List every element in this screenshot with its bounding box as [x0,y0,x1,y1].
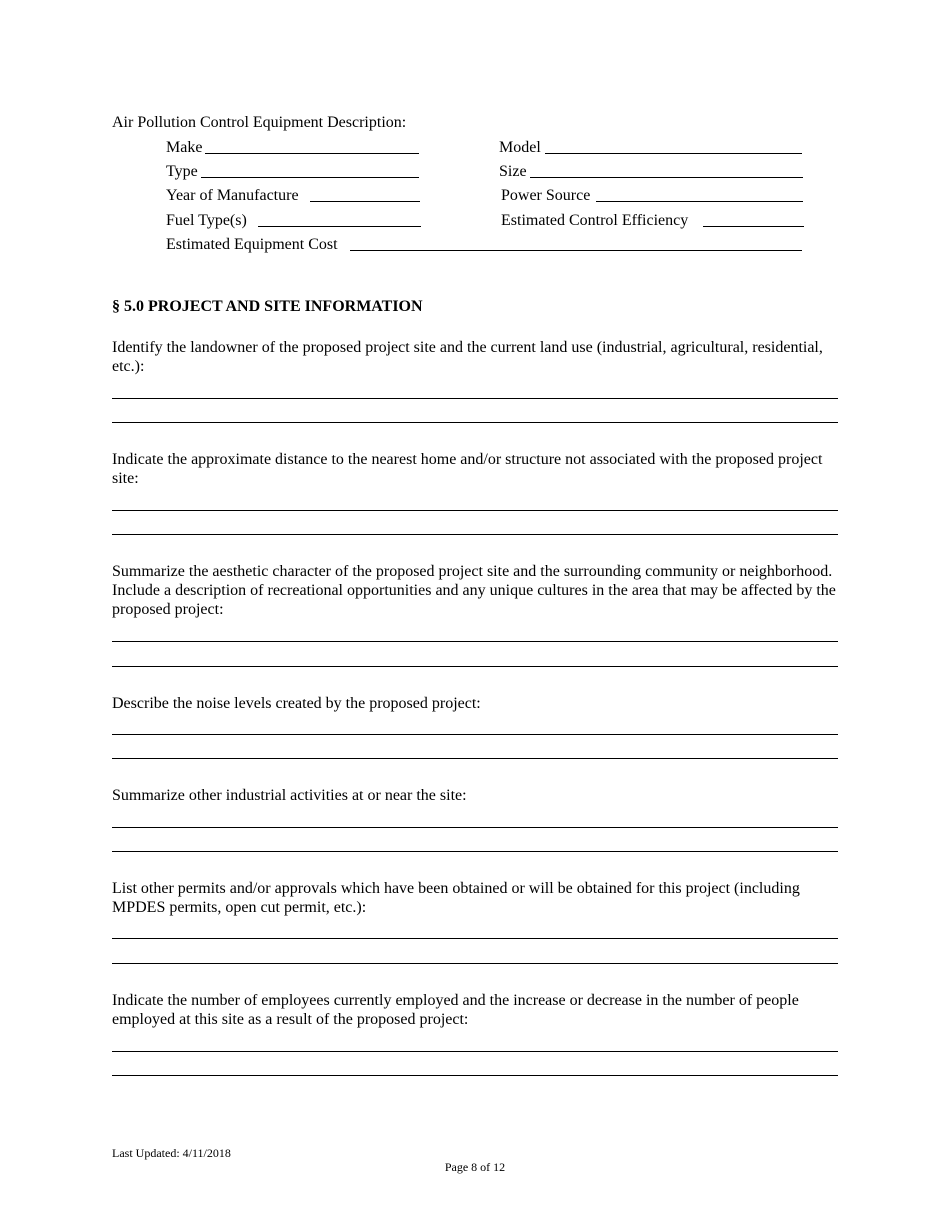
power-source-field[interactable] [596,201,803,202]
answer-line-distance-1[interactable] [112,510,838,511]
size-field[interactable] [530,177,803,178]
question-employees: Indicate the number of employees currently employed and the increase or decrease in the number of people employed at this site as a result of the proposed project: [112,992,799,1028]
page-number: Page 8 of 12 [444,1160,506,1174]
answer-line-noise-2[interactable] [112,758,838,759]
question-permits: List other permits and/or approvals which have been obtained or will be obtained for this project (including MPDES permits, open cut permit, etc.): [112,880,800,916]
question-aesthetic: Summarize the aesthetic character of the proposed project site and the surrounding community or neighborhood. Include a description of recreational opportunities and any unique cultures in the area that may be affected by the proposed project: [112,563,836,618]
answer-line-permits-2[interactable] [112,963,838,964]
make-label: Make [166,139,203,156]
efficiency-label: Estimated Control Efficiency [501,212,689,229]
fuel-type-field[interactable] [258,226,421,227]
question-distance: Indicate the approximate distance to the nearest home and/or structure not associated with the proposed project site: [112,451,823,487]
cost-field[interactable] [350,250,802,251]
model-label: Model [499,139,541,156]
model-field[interactable] [545,153,802,154]
fuel-type-label: Fuel Type(s) [166,212,247,229]
size-label: Size [499,163,527,180]
answer-line-distance-2[interactable] [112,534,838,535]
answer-line-permits-1[interactable] [112,938,838,939]
answer-line-industrial-1[interactable] [112,827,838,828]
make-field[interactable] [205,153,419,154]
answer-line-noise-1[interactable] [112,734,838,735]
answer-line-landowner-1[interactable] [112,398,838,399]
answer-line-industrial-2[interactable] [112,851,838,852]
answer-line-landowner-2[interactable] [112,422,838,423]
question-landowner: Identify the landowner of the proposed project site and the current land use (industrial, agricultural, residential, etc.): [112,339,823,375]
question-industrial: Summarize other industrial activities at or near the site: [112,787,467,804]
efficiency-field[interactable] [703,226,804,227]
answer-line-employees-1[interactable] [112,1051,838,1052]
section-heading: § 5.0 PROJECT AND SITE INFORMATION [112,298,423,315]
last-updated: Last Updated: 4/11/2018 [112,1146,231,1160]
answer-line-employees-2[interactable] [112,1075,838,1076]
question-noise: Describe the noise levels created by the proposed project: [112,695,481,712]
type-field[interactable] [201,177,419,178]
type-label: Type [166,163,198,180]
year-field[interactable] [310,201,420,202]
equipment-title: Air Pollution Control Equipment Description: [112,114,407,131]
year-label: Year of Manufacture [166,187,299,204]
answer-line-aesthetic-2[interactable] [112,666,838,667]
power-source-label: Power Source [501,187,591,204]
answer-line-aesthetic-1[interactable] [112,641,838,642]
cost-label: Estimated Equipment Cost [166,236,338,253]
